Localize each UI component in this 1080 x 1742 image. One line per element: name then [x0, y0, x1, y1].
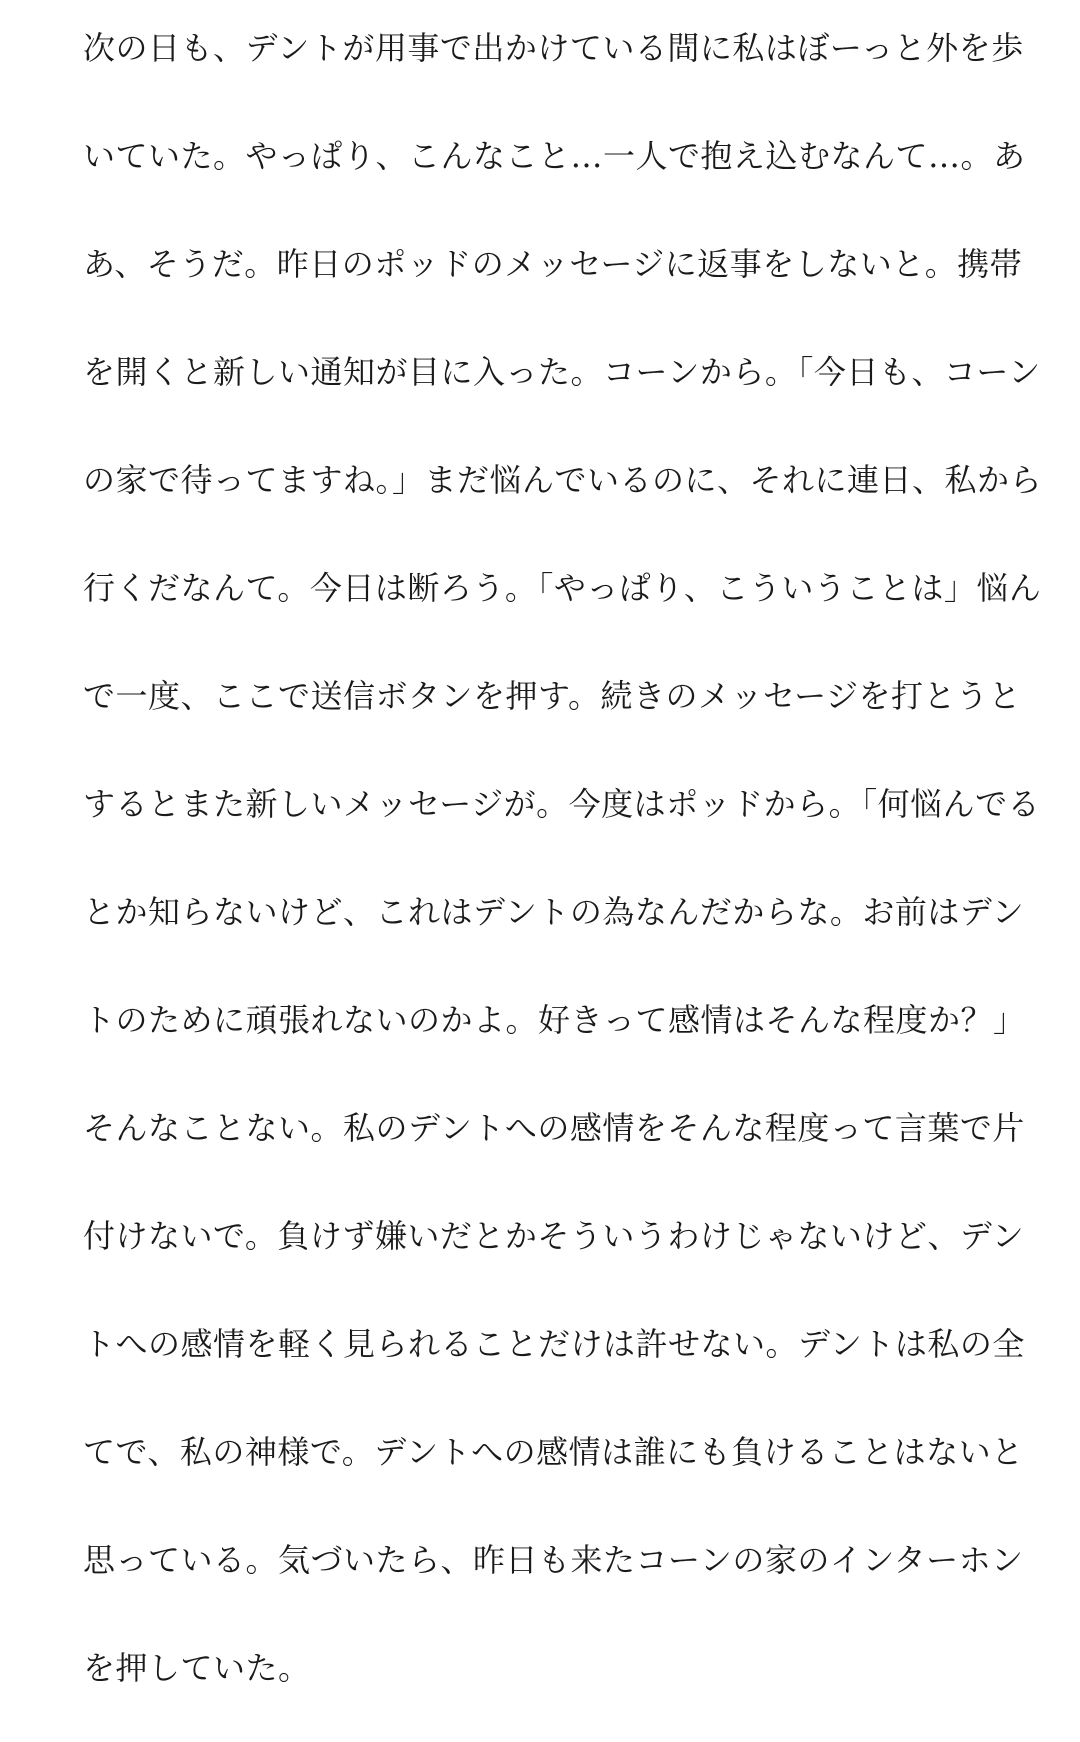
text-line: 付けないで。負けず嫌いだとかそういうわけじゃないけど、デン [83, 1217, 1025, 1255]
text-line: いていた。やっぱり、こんなこと…一人で抱え込むなんて…。あ [83, 137, 1026, 175]
text-line: とか知らないけど、これはデントの為なんだからな。お前はデン [83, 893, 1025, 931]
story-text-block [83, 14, 1043, 1742]
text-line: トへの感情を軽く見られることだけは許せない。デントは私の全 [83, 1325, 1025, 1363]
text-line: 行くだなんて。今日は断ろう。「やっぱり、こういうことは」悩ん [83, 569, 1042, 607]
text-line: を押していた。 [83, 1649, 311, 1687]
text-line: で一度、ここで送信ボタンを押す。続きのメッセージを打とうと [83, 677, 1022, 715]
text-line: そんなことない。私のデントへの感情をそんな程度って言葉で片 [83, 1109, 1025, 1147]
text-line: の家で待ってますね。」まだ悩んでいるのに、それに連日、私から [83, 461, 1043, 499]
text-line: 思っている。気づいたら、昨日も来たコーンの家のインターホン [83, 1541, 1024, 1579]
text-line: するとまた新しいメッセージが。今度はポッドから。「何悩んでる [83, 785, 1041, 823]
text-line: てで、私の神様で。デントへの感情は誰にも負けることはないと [83, 1433, 1024, 1471]
text-line: トのために頑張れないのかよ。好きって感情はそんな程度か？」 [83, 1001, 1026, 1039]
text-line: あ、そうだ。昨日のポッドのメッセージに返事をしないと。携帯 [83, 245, 1023, 283]
text-line: 次の日も、デントが用事で出かけている間に私はぼーっと外を歩 [83, 29, 1024, 67]
text-line: を開くと新しい通知が目に入った。コーンから。「今日も、コーン [83, 353, 1041, 391]
